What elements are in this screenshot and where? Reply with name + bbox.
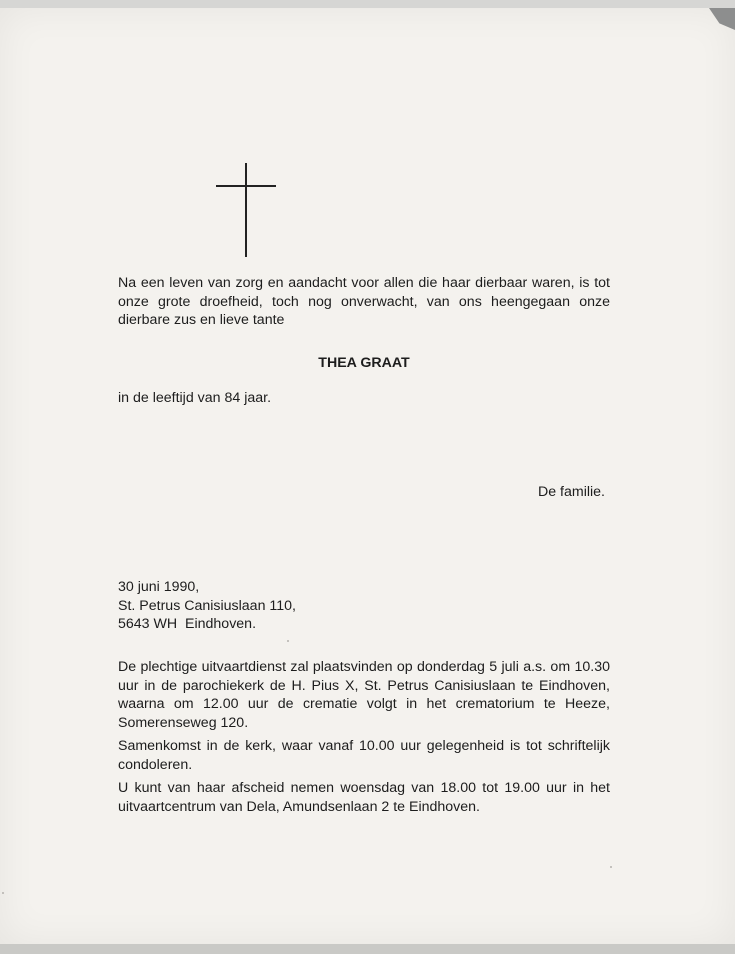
intro-text: Na een leven van zorg en aandacht voor allen die haar dierbaar waren, is tot onze grote droefheid, toch nog onverwacht, van ons heengegaan onze dierbare zus en lieve tante: [118, 275, 610, 328]
scan-edge: [0, 944, 735, 954]
mourning-card-paper: [0, 8, 735, 944]
address-street: St. Petrus Canisiuslaan 110,: [118, 597, 296, 614]
address-block: [118, 578, 296, 634]
service-paragraph: De plechtige uitvaartdienst zal plaatsvinden op donderdag 5 juli a.s. om 10.30 uur in de parochiekerk de H. Pius X, St. Petrus Canisiuslaan te Eindhoven, waarna om 12.00 uur de crematie volgt in het crematorium te Heeze, Somerenseweg 120.: [118, 659, 610, 731]
paper-speck: [610, 866, 612, 868]
cross-icon: [216, 163, 276, 257]
service-paragraph: U kunt van haar afscheid nemen woensdag van 18.00 tot 19.00 uur in het uitvaartcentrum van Dela, Amundsenlaan 2 te Eindhoven.: [118, 780, 610, 815]
folded-corner: [709, 8, 735, 30]
paper-speck: [2, 892, 4, 894]
signature: De familie.: [537, 484, 605, 500]
service-details: [118, 658, 610, 821]
age-line: in de leeftijd van 84 jaar.: [118, 390, 272, 406]
paper-speck: [287, 640, 289, 642]
address-city: 5643 WH Eindhoven.: [118, 616, 257, 632]
address-date: 30 juni 1990,: [118, 579, 200, 595]
deceased-name: THEA GRAAT: [318, 355, 410, 371]
service-paragraph: Samenkomst in de kerk, waar vanaf 10.00 uur gelegenheid is tot schriftelijk condoleren.: [118, 738, 610, 773]
